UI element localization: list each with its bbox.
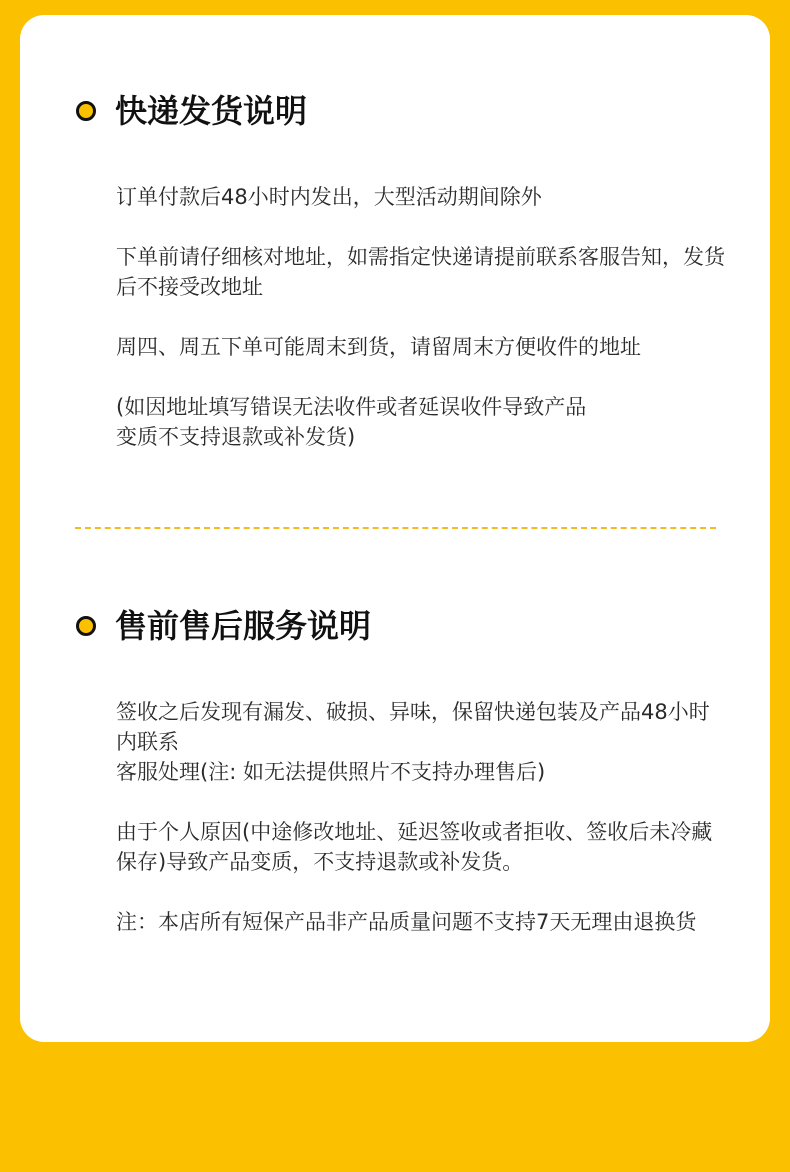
section-divider — [75, 527, 716, 529]
shipping-paragraph-4: (如因地址填写错误无法收件或者延误收件导致产品 变质不支持退款或补发货) — [116, 395, 587, 449]
shipping-paragraph-1: 订单付款后48小时内发出，大型活动期间除外 — [116, 185, 542, 209]
shipping-paragraph-2: 下单前请仔细核对地址，如需指定快递请提前联系客服告知，发货后不接受改地址 — [116, 245, 725, 299]
shipping-title: 快递发货说明 — [115, 92, 308, 130]
service-paragraph-1: 签收之后发现有漏发、破损、异味，保留快递包装及产品48小时内联系 客服处理(注: 如无法提供照片不支持办理售后) — [116, 700, 710, 784]
service-paragraph-3: 注：本店所有短保产品非产品质量问题不支持7天无理由退换货 — [116, 910, 697, 934]
shipping-paragraph-3: 周四、周五下单可能周末到货，请留周末方便收件的地址 — [116, 335, 641, 359]
service-bullet-icon — [76, 616, 96, 636]
service-title: 售前售后服务说明 — [115, 607, 372, 645]
shipping-bullet-icon — [76, 101, 96, 121]
service-paragraph-2: 由于个人原因(中途修改地址、延迟签收或者拒收、签收后未冷藏保存)导致产品变质，不支持退款或补发货。 — [116, 820, 713, 874]
info-card — [20, 15, 770, 1042]
